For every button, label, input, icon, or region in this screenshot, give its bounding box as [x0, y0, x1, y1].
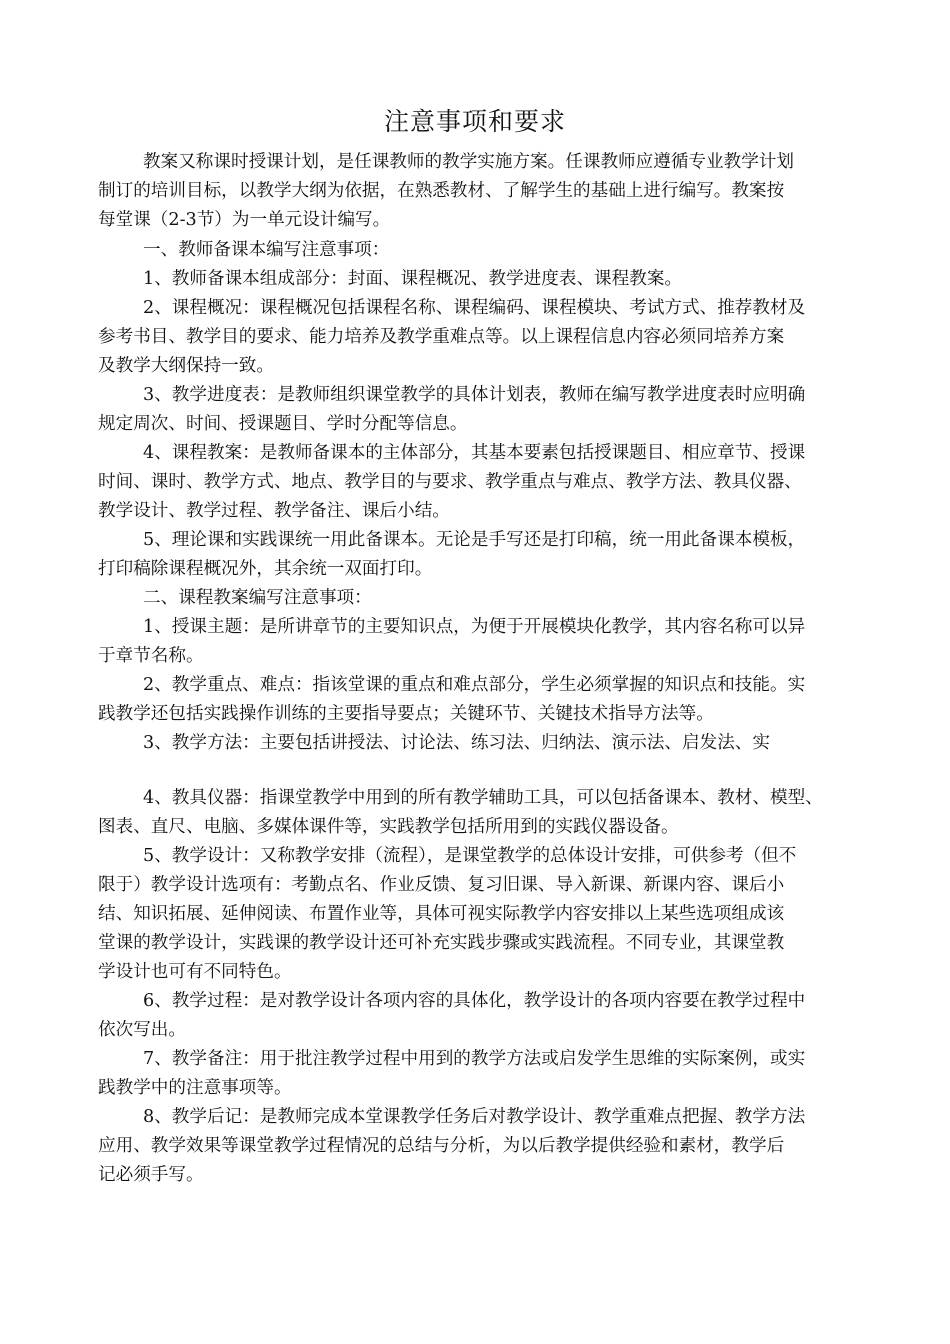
paragraph-line: 6、教学过程：是对教学设计各项内容的具体化，教学设计的各项内容要在教学过程中 [143, 991, 806, 1011]
paragraph-line: 教案又称课时授课计划，是任课教师的教学实施方案。任课教师应遵循专业教学计划 [143, 152, 794, 172]
paragraph-line: 8、教学后记：是教师完成本堂课教学任务后对教学设计、教学重难点把握、教学方法 [143, 1107, 806, 1127]
paragraph-line: 及教学大纲保持一致。 [98, 356, 274, 376]
paragraph-line: 教学设计、教学过程、教学备注、课后小结。 [98, 501, 450, 521]
paragraph-line: 每堂课（2-3节）为一单元设计编写。 [98, 210, 391, 230]
paragraph-line: 践教学还包括实践操作训练的主要指导要点；关键环节、关键技术指导方法等。 [98, 704, 714, 724]
paragraph-line: 参考书目、教学目的要求、能力培养及教学重难点等。以上课程信息内容必须同培养方案 [98, 327, 785, 347]
page-title: 注意事项和要求 [383, 107, 566, 136]
paragraph-line: 1、教师备课本组成部分：封面、课程概况、教学进度表、课程教案。 [143, 269, 683, 289]
paragraph-line: 依次写出。 [98, 1020, 186, 1040]
section-heading: 二、课程教案编写注意事项： [143, 588, 372, 608]
paragraph-line: 2、教学重点、难点：指该堂课的重点和难点部分，学生必须掌握的知识点和技能。实 [143, 675, 806, 695]
paragraph-line: 3、教学方法：主要包括讲授法、讨论法、练习法、归纳法、演示法、启发法、实 [143, 733, 770, 753]
paragraph-line: 2、课程概况：课程概况包括课程名称、课程编码、课程模块、考试方式、推荐教材及 [143, 298, 806, 318]
paragraph-line: 应用、教学效果等课堂教学过程情况的总结与分析，为以后教学提供经验和素材，教学后 [98, 1136, 785, 1156]
paragraph-line: 图表、直尺、电脑、多媒体课件等，实践教学包括所用到的实践仪器设备。 [98, 817, 679, 837]
paragraph-line: 制订的培训目标，以教学大纲为依据，在熟悉教材、了解学生的基础上进行编写。教案按 [98, 181, 785, 201]
paragraph-line: 5、教学设计：又称教学安排（流程），是课堂教学的总体设计安排，可供参考（但不 [143, 846, 797, 866]
paragraph-line: 7、教学备注：用于批注教学过程中用到的教学方法或启发学生思维的实际案例，或实 [143, 1049, 806, 1069]
paragraph-line: 规定周次、时间、授课题目、学时分配等信息。 [98, 414, 468, 434]
paragraph-line: 践教学中的注意事项等。 [98, 1078, 292, 1098]
paragraph-line: 于章节名称。 [98, 646, 204, 666]
paragraph-line: 堂课的教学设计，实践课的教学设计还可补充实践步骤或实践流程。不同专业，其课堂教 [98, 933, 785, 953]
paragraph-line: 时间、课时、教学方式、地点、教学目的与要求、教学重点与难点、教学方法、教具仪器、 [98, 472, 802, 492]
paragraph-line: 记必须手写。 [98, 1165, 204, 1185]
paragraph-line: 限于）教学设计选项有：考勤点名、作业反馈、复习旧课、导入新课、新课内容、课后小 [98, 875, 785, 895]
section-heading: 一、教师备课本编写注意事项： [143, 240, 390, 260]
paragraph-line: 打印稿除课程概况外，其余统一双面打印。 [98, 559, 433, 579]
paragraph-line: 5、理论课和实践课统一用此备课本。无论是手写还是打印稿，统一用此备课本模板， [143, 530, 806, 550]
paragraph-line: 结、知识拓展、延伸阅读、布置作业等，具体可视实际教学内容安排以上某些选项组成该 [98, 904, 785, 924]
paragraph-line: 学设计也可有不同特色。 [98, 962, 292, 982]
paragraph-line: 3、教学进度表：是教师组织课堂教学的具体计划表，教师在编写教学进度表时应明确 [143, 385, 806, 405]
paragraph-line: 1、授课主题：是所讲章节的主要知识点，为便于开展模块化教学，其内容名称可以异 [143, 617, 806, 637]
paragraph-line: 4、课程教案：是教师备课本的主体部分，其基本要素包括授课题目、相应章节、授课 [143, 443, 806, 463]
paragraph-line: 4、教具仪器：指课堂教学中用到的所有教学辅助工具，可以包括备课本、教材、模型、 [143, 788, 823, 808]
